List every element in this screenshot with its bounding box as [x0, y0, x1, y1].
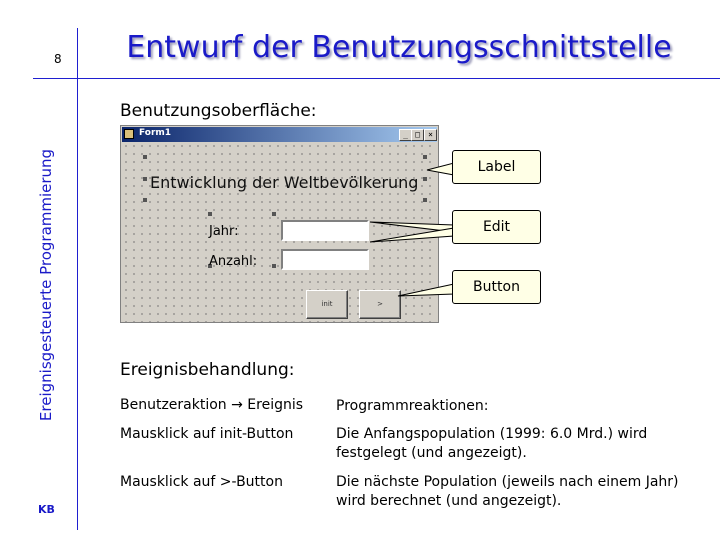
callout-button: Button	[452, 270, 541, 304]
footer-initials: KB	[38, 503, 55, 516]
callout-edit: Edit	[452, 210, 541, 244]
table-row-reaction: Die nächste Population (jeweils nach einem Jahr) wird berechnet (und angezeigt).	[336, 474, 679, 509]
edit-jahr[interactable]	[281, 220, 369, 241]
label-anzahl: Anzahl:	[209, 254, 258, 269]
table-row-event: Mausklick auf init-Button	[120, 426, 294, 442]
selection-handle[interactable]	[423, 198, 427, 202]
vertical-rule	[77, 28, 78, 530]
callout-label: Label	[452, 150, 541, 184]
page-number: 8	[54, 52, 62, 66]
horizontal-rule	[33, 78, 720, 79]
selection-handle[interactable]	[143, 177, 147, 181]
selection-handle[interactable]	[423, 177, 427, 181]
form-title: Form1	[139, 128, 172, 138]
minimize-button[interactable]: _	[399, 129, 412, 141]
form-design-grid	[122, 142, 437, 322]
table-row-event: Mausklick auf >-Button	[120, 474, 283, 490]
side-title: Ereignisgesteuerte Programmierung	[37, 148, 55, 422]
selection-handle[interactable]	[272, 212, 276, 216]
maximize-button[interactable]: □	[411, 129, 424, 141]
table-header-event: Benutzeraktion → Ereignis	[120, 397, 304, 413]
label-jahr: Jahr:	[209, 224, 239, 239]
close-button[interactable]: ×	[424, 129, 437, 141]
table-header-reaction: Programmreaktionen:	[336, 398, 489, 414]
init-button[interactable]: init	[306, 290, 348, 319]
selection-handle[interactable]	[143, 198, 147, 202]
table-row-reaction: Die Anfangspopulation (1999: 6.0 Mrd.) wird festgelegt (und angezeigt).	[336, 426, 648, 461]
form-titlebar[interactable]	[122, 127, 437, 142]
selection-handle[interactable]	[272, 264, 276, 268]
event-heading: Ereignisbehandlung:	[120, 360, 295, 380]
label-title: Entwicklung der Weltbevölkerung	[150, 173, 419, 192]
form-window	[120, 125, 439, 323]
slide-title: Entwurf der Benutzungsschnittstelle	[126, 30, 672, 65]
ui-heading: Benutzungsoberfläche:	[120, 101, 317, 121]
edit-anzahl[interactable]	[281, 249, 369, 270]
selection-handle[interactable]	[423, 155, 427, 159]
form-app-icon	[124, 129, 134, 139]
selection-handle[interactable]	[208, 212, 212, 216]
next-button[interactable]: >	[359, 290, 401, 319]
selection-handle[interactable]	[143, 155, 147, 159]
